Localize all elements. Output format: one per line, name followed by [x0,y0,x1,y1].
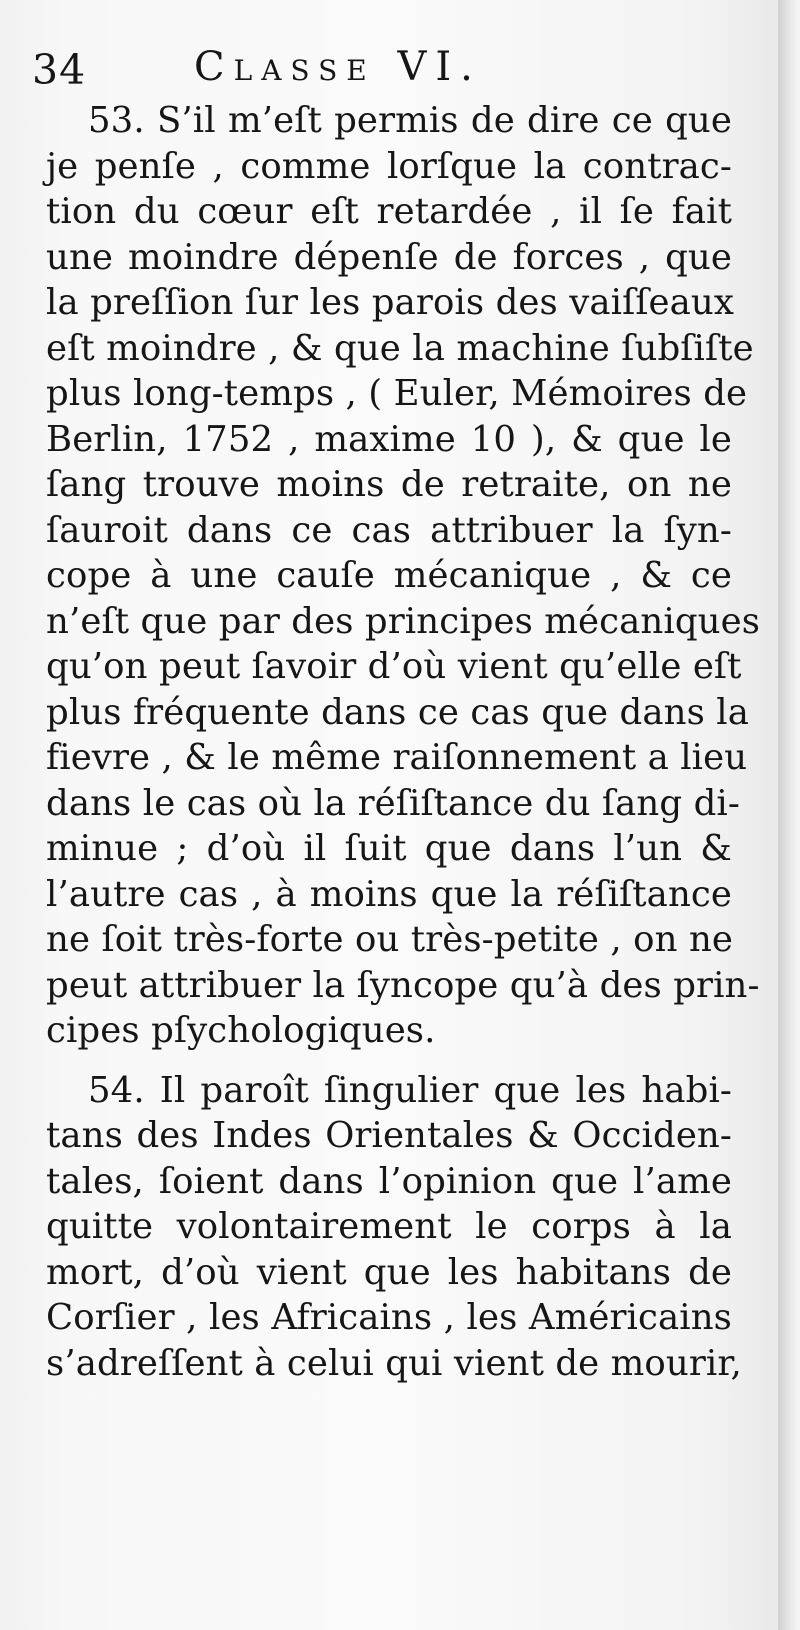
text-line: Corſier , les Africains , les Américains [46,1297,732,1338]
text-line: tales, ſoient dans l’opinion que l’ame [46,1160,732,1202]
text-line: tans des Indes Orientales & Occiden- [46,1115,732,1156]
text-line: 54. Il paroît ſingulier que les habi- [88,1069,732,1111]
text-line: fievre , & le même raiſonnement a lieu [46,737,748,778]
text-line: cipes pſychologiques. [46,1010,436,1051]
text-line: cope à une cauſe mécanique , & ce [46,555,732,596]
paragraph-54 [46,1068,742,1387]
text-line: qu’on peut ſavoir d’où vient qu’elle eſt [46,646,742,687]
text-line: je penſe , comme lorſque la contrac- [46,145,732,187]
text-line: l’autre cas , à moins que la réſiſtance [46,873,732,915]
text-line: tion du cœur eſt retardée , il ſe fait [46,191,732,232]
text-line: 53. S’il m’eſt permis de dire ce que [88,100,732,141]
page-number: 34 [32,46,87,94]
text-line: minue ; d’où il ſuit que dans l’un & [46,828,732,869]
text-line: eſt moindre , & que la machine ſubſiſte [46,327,754,369]
body-text [46,98,761,1386]
running-head [28,36,728,96]
chapter-title: Classe VI. [194,44,482,90]
text-line: quitte volontairement le corps à la [46,1206,732,1247]
text-line: la preſſion ſur les parois des vaiſſeaux [46,282,735,323]
text-line: plus long-temps , ( Euler, Mémoires de [46,373,748,414]
text-line: n’eſt que par des principes mécaniques [46,600,761,642]
text-line: ſang trouve moins de retraite, on ne [46,464,732,505]
text-line: mort, d’où vient que les habitans de [46,1251,732,1293]
text-line: peut attribuer la ſyncope qu’à des prin- [46,964,760,1006]
text-line: une moindre dépenſe de forces , que [46,236,732,278]
text-line: plus fréquente dans ce cas que dans la [46,691,750,733]
paragraph-53 [46,98,761,1054]
text-line: ne ſoit très-forte ou très-petite , on ne [46,919,734,960]
text-line: s’adreſſent à celui qui vient de mourir, [46,1342,742,1384]
text-line: ſauroit dans ce cas attribuer la ſyn- [46,509,732,551]
page-edge [778,0,800,1630]
paragraph-gap [46,1054,732,1068]
text-line: dans le cas où la réſiſtance du ſang di- [46,782,740,824]
text-line: Berlin, 1752 , maxime 10 ), & que le [46,418,732,460]
